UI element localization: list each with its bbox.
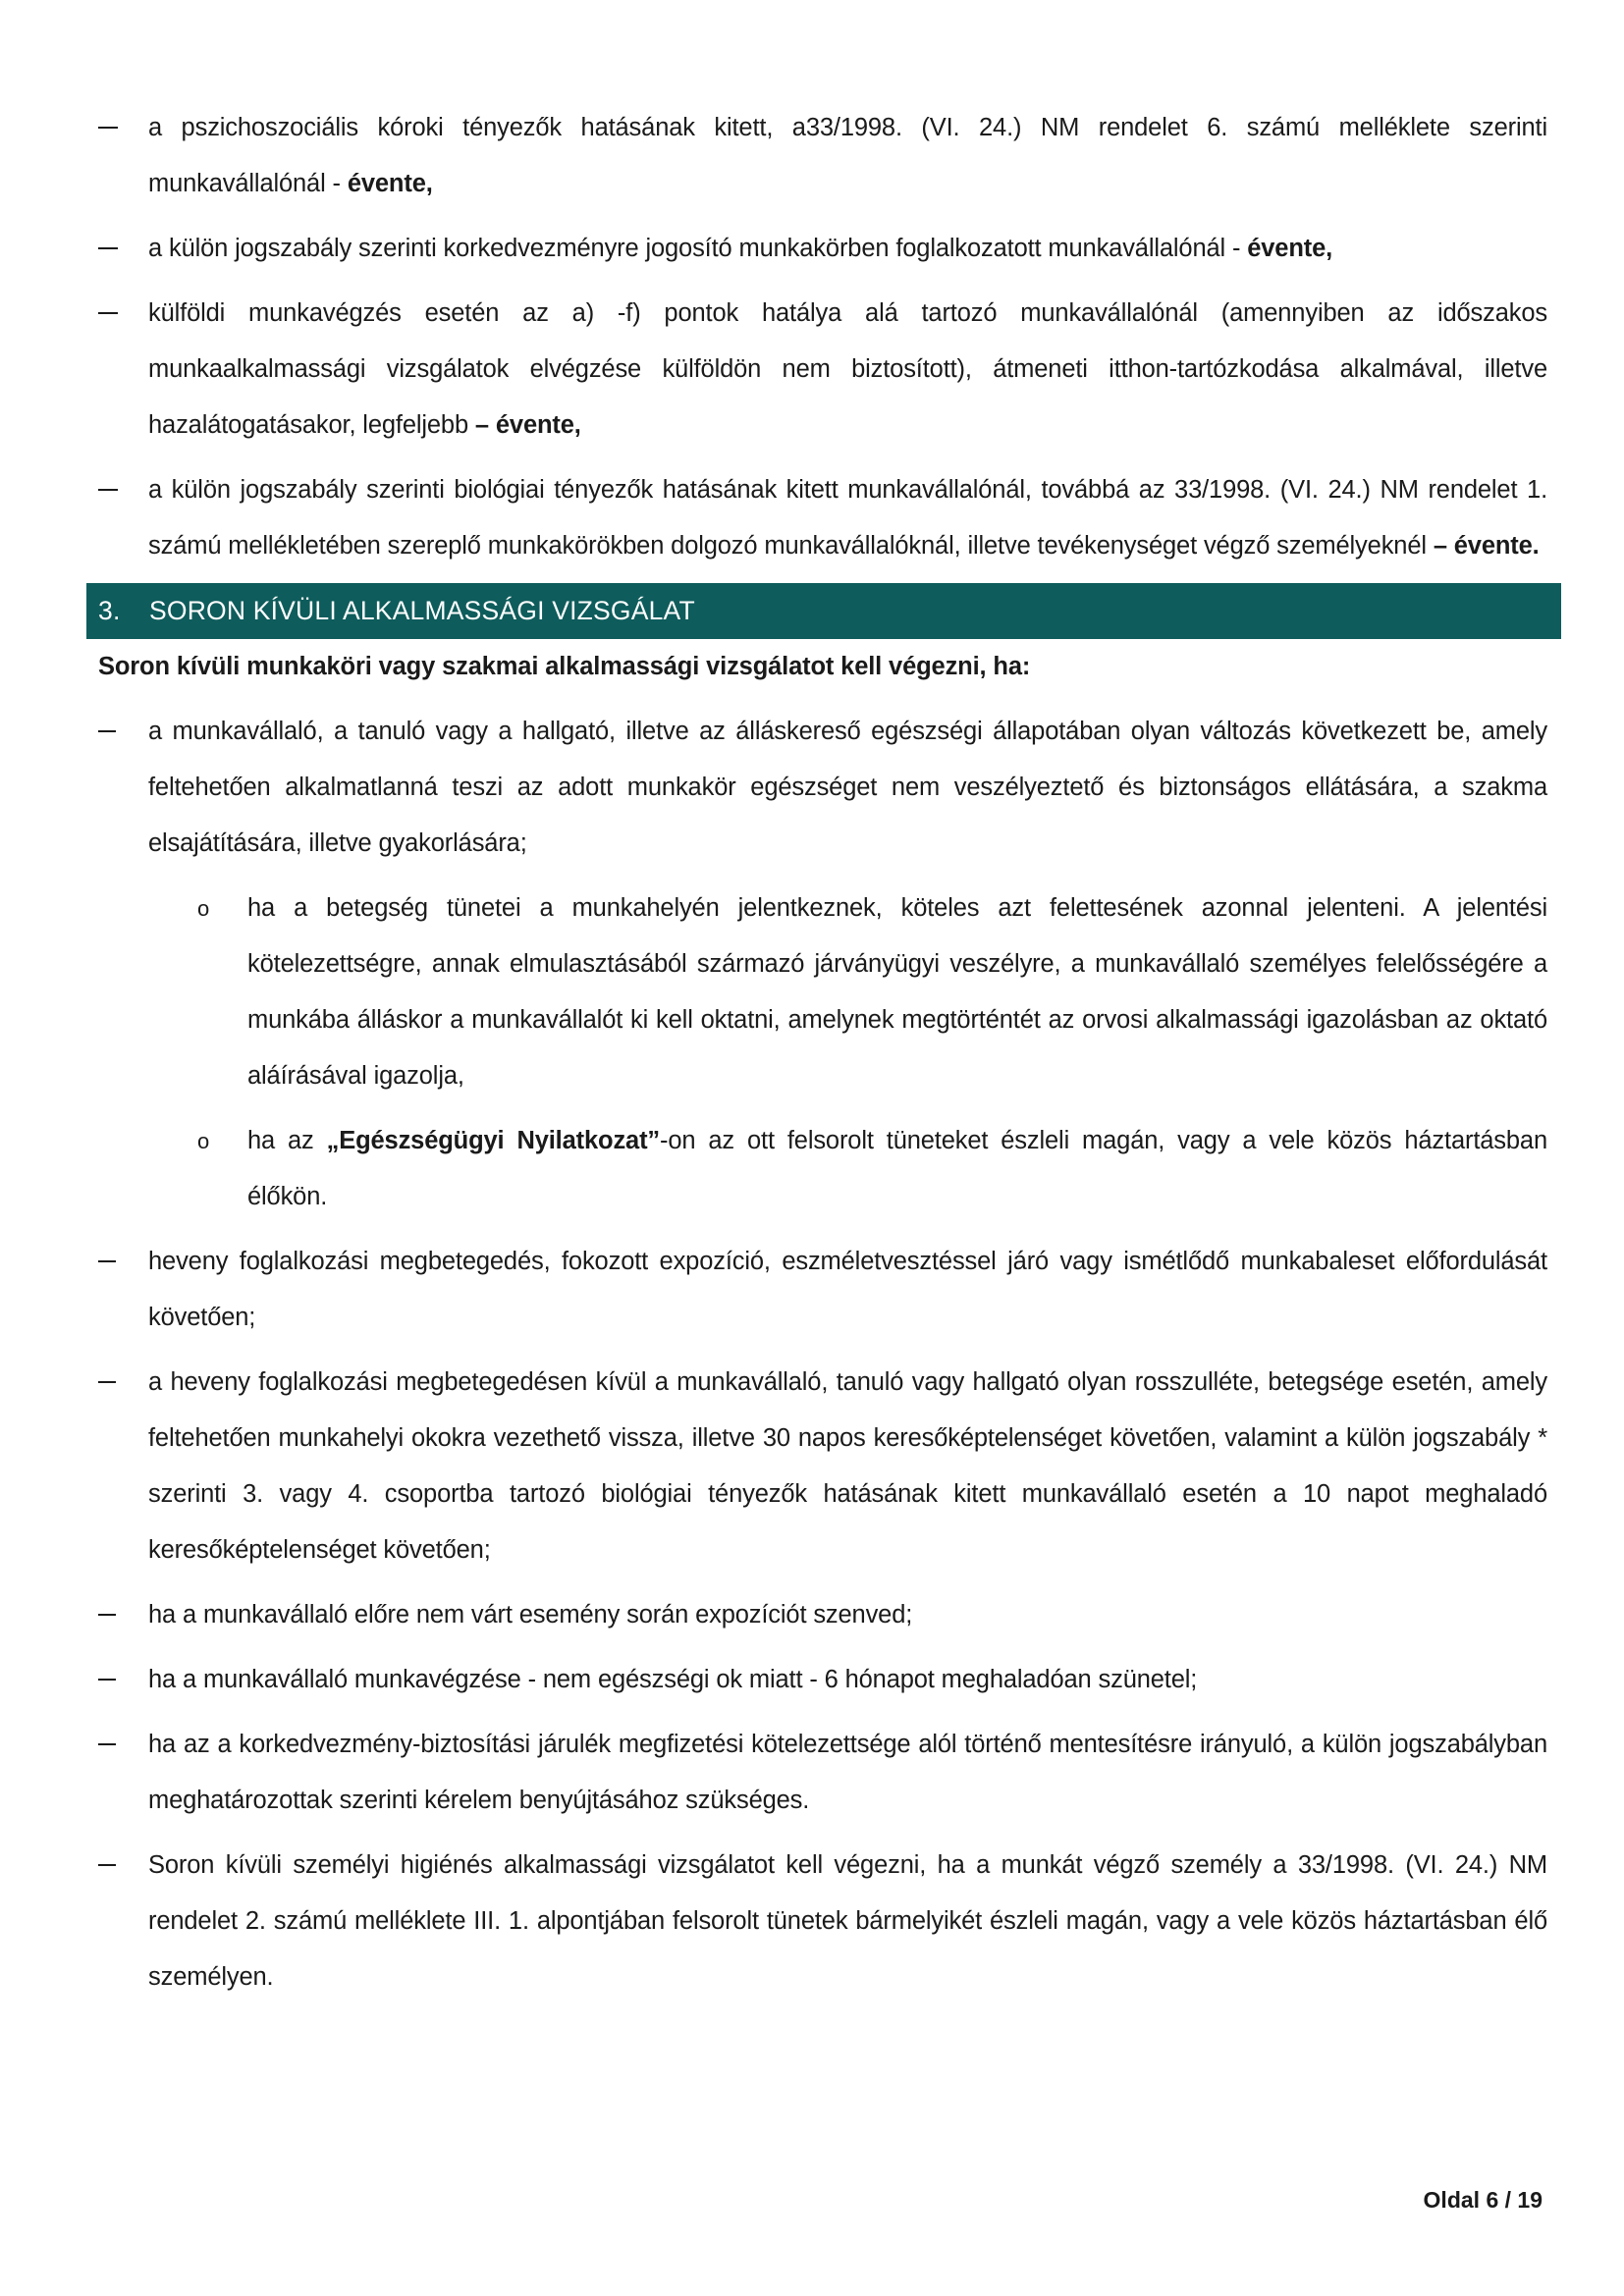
page-number: Oldal 6 / 19 bbox=[1423, 2187, 1543, 2213]
list-item: Soron kívüli személyi higiénés alkalmassági vizsgálatot kell végezni, ha a munkát végző személy a 33/1998. (VI. 24.) NM rendelet 2. számú melléklete III. 1. alpontjában felsorolt tünetek bármelyikét észleli magán, vagy a vele közös háztartásban élő személyen. bbox=[148, 1851, 1547, 1991]
section-heading bbox=[86, 583, 1561, 639]
list-item: ha a munkavállaló munkavégzése - nem egészségi ok miatt - 6 hónapot meghaladóan szünetel; bbox=[148, 1666, 1198, 1693]
section-lead: Soron kívüli munkaköri vagy szakmai alkalmassági vizsgálatot kell végezni, ha: bbox=[98, 653, 1031, 680]
list-item: a munkavállaló, a tanuló vagy a hallgató, illetve az álláskereső egészségi állapotában olyan változás következett be, amely feltehetően alkalmatlanná teszi az adott munkakör egészséget nem veszélyeztető és biztonságos ellátására, a szakma elsajátítására, illetve gyakorlására; bbox=[148, 718, 1547, 857]
list-item: ha az a korkedvezmény-biztosítási járulék megfizetési kötelezettsége alól történő mentesítésre irányuló, a külön jogszabályban meghatározottak szerinti kérelem benyújtásához szükséges. bbox=[148, 1731, 1547, 1814]
list-item: a pszichoszociális kóroki tényezők hatásának kitett, a33/1998. (VI. 24.) NM rendelet 6. számú melléklete szerinti munkavállalónál - évente, bbox=[148, 114, 1547, 197]
section-number: 3. bbox=[98, 596, 121, 625]
sub-list-item: o ha az „Egészségügyi Nyilatkozat”-on az ott felsorolt tüneteket észleli magán, vagy a vele közös háztartásban élőkön. bbox=[86, 1113, 1547, 1225]
list-item: ha a munkavállaló előre nem várt esemény során expozíciót szenved; bbox=[148, 1601, 913, 1629]
sub-list-item: o ha a betegség tünetei a munkahelyén jelentkeznek, köteles azt felettesének azonnal jelenteni. A jelentési kötelezettségre, annak elmulasztásából származó járványügyi veszélyre, a munkavállaló személyes felelősségére a munkába álláskor a munkavállalót ki kell oktatni, amelynek megtörténtét az orvosi alkalmassági igazolásban az oktató aláírásával igazolja, bbox=[86, 881, 1547, 1104]
list-item: a heveny foglalkozási megbetegedésen kívül a munkavállaló, tanuló vagy hallgató olyan rosszulléte, betegsége esetén, amely feltehetően munkahelyi okokra vezethető vissza, illetve 30 napos keresőképtelenséget követően, valamint a külön jogszabály * szerinti 3. vagy 4. csoportba tartozó biológiai tényezők hatásának kitett munkavállaló esetén a 10 napot meghaladó keresőképtelenséget követően; bbox=[148, 1368, 1547, 1564]
list-item: a külön jogszabály szerinti korkedvezményre jogosító munkakörben foglalkozatott munkavállalónál - évente, bbox=[148, 235, 1333, 262]
list-item: a külön jogszabály szerinti biológiai tényezők hatásának kitett munkavállalónál, továbbá az 33/1998. (VI. 24.) NM rendelet 1. számú mellékletében szereplő munkakörökben dolgozó munkavállalóknál, illetve tevékenységet végző személyeknél – évente. bbox=[148, 476, 1547, 560]
page-content bbox=[86, 100, 1547, 2014]
section-title: SORON KÍVÜLI ALKALMASSÁGI VIZSGÁLAT bbox=[149, 596, 695, 625]
list-item: külföldi munkavégzés esetén az a) -f) pontok hatálya alá tartozó munkavállalónál (amennyiben az időszakos munkaalkalmassági vizsgálatok elvégzése külföldön nem biztosított), átmeneti itthon-tartózkodása alkalmával, illetve hazalátogatásakor, legfeljebb – évente, bbox=[148, 299, 1547, 439]
circle-bullet: o bbox=[197, 1129, 210, 1153]
circle-bullet: o bbox=[197, 896, 210, 921]
list-item: heveny foglalkozási megbetegedés, fokozott expozíció, eszméletvesztéssel járó vagy ismétlődő munkabaleset előfordulását követően; bbox=[148, 1248, 1547, 1331]
